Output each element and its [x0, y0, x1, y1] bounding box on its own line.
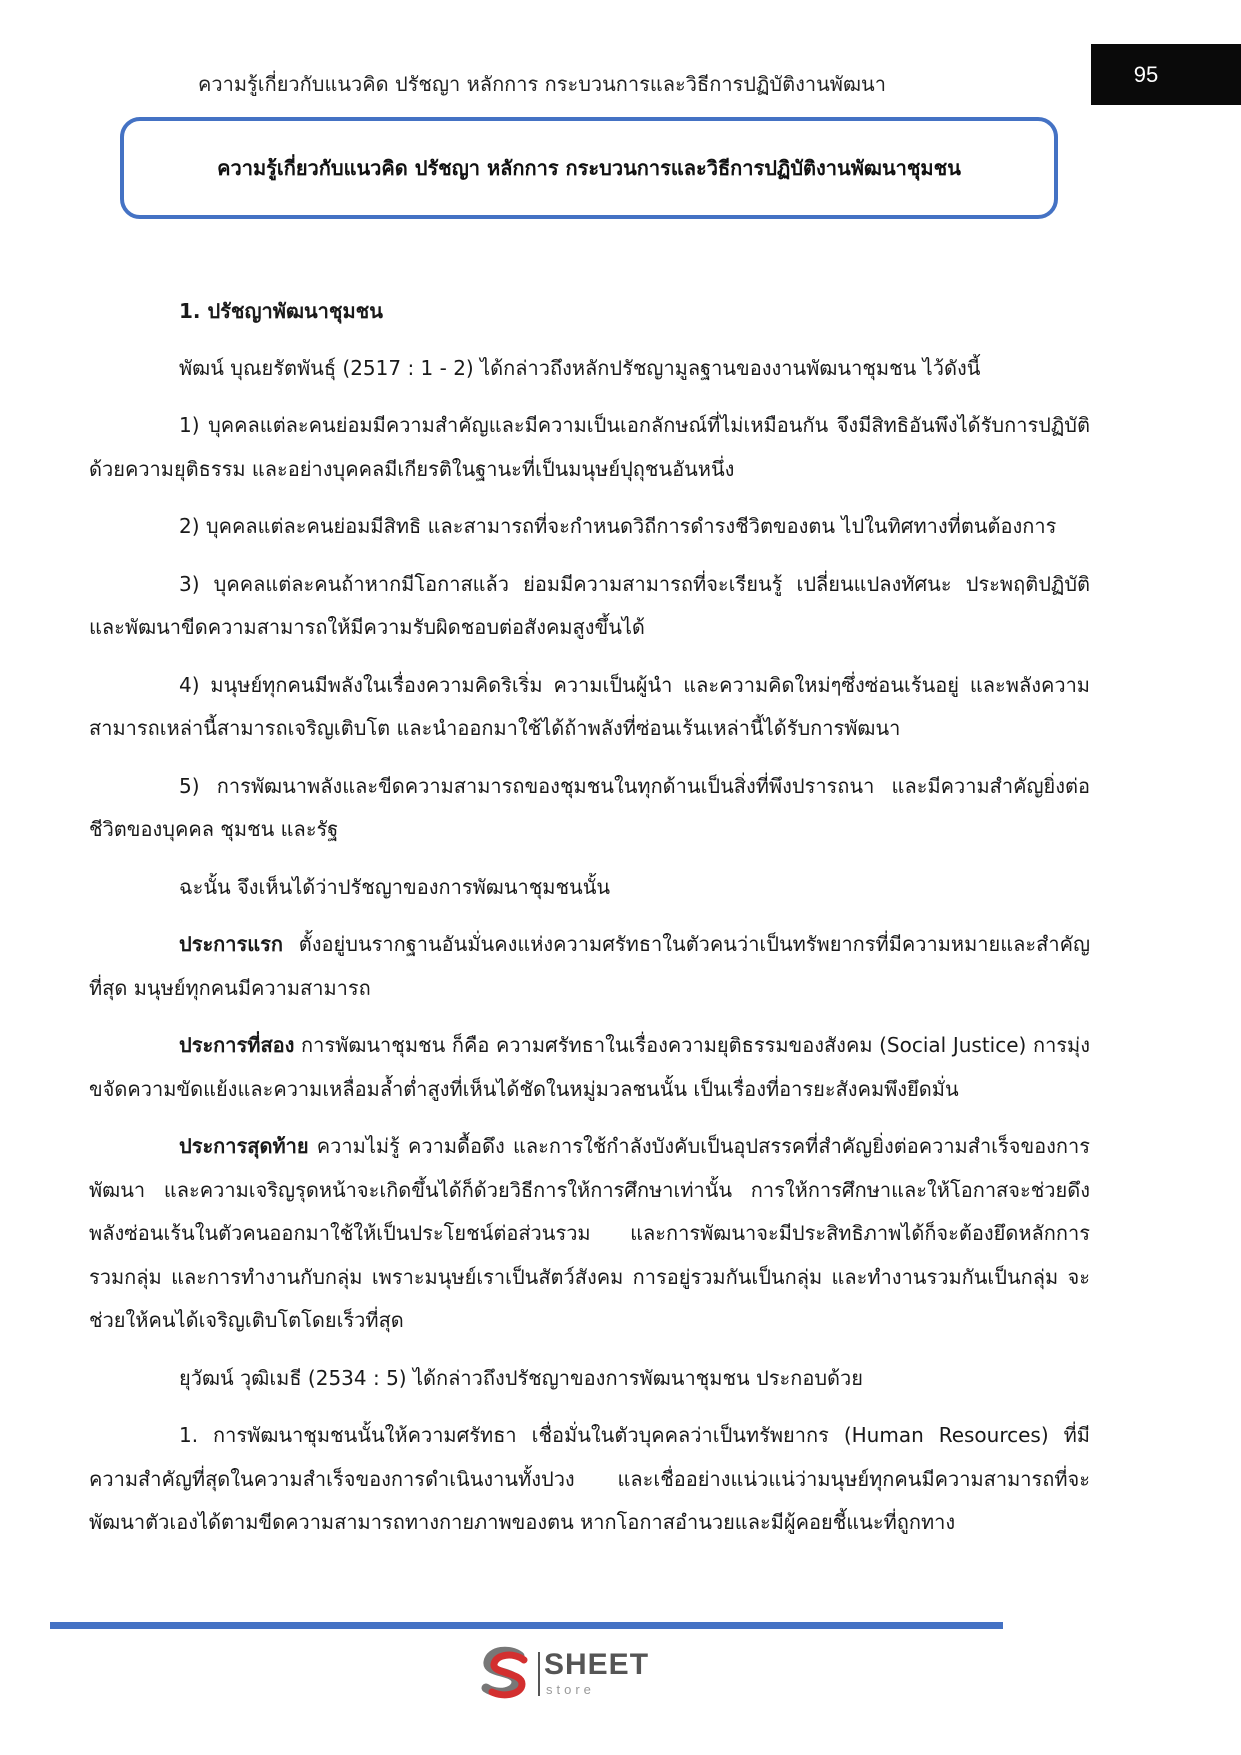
summary-paragraph: ฉะนั้น จึงเห็นได้ว่าปรัชญาของการพัฒนาชุมชนนั้น [179, 874, 611, 899]
intro-paragraph: พัฒน์ บุณยรัตพันธุ์ (2517 : 1 - 2) ได้กล่าวถึงหลักปรัชญามูลฐานของงานพัฒนาชุมชน ไว้ดังนี้ [179, 355, 981, 380]
paragraph-second [89, 1024, 1090, 1111]
sheet-store-s-logo-icon [476, 1646, 534, 1702]
paragraph-item-2: 2) บุคคลแต่ละคนย่อมมีสิทธิ และสามารถที่จะกำหนดวิถีการดำรงชีวิตของตน ไปในทิศทางที่ตนต้องการ [179, 514, 1057, 538]
document-body [89, 290, 1090, 1559]
page-number: 95 [1091, 44, 1241, 105]
section-heading: 1. ปรัชญาพัฒนาชุมชน [179, 299, 383, 323]
second-label: ประการที่สอง [179, 1033, 295, 1057]
paragraph-item-4: 4) มนุษย์ทุกคนมีพลังในเรื่องความคิดริเริ่ม ความเป็นผู้นำ และความคิดใหม่ๆซึ่งซ่อนเร้นอยู่ และพลังความสามารถเหล่านี้สามารถเจริญเติบโต และนำออกมาใช้ได้ถ้าพลังที่ซ่อนเร้นเหล่านี้ได้รับการพัฒนา [89, 672, 1090, 740]
paragraph-last [89, 1125, 1090, 1343]
title-box [120, 117, 1058, 219]
last-text: ความไม่รู้ ความดื้อดึง และการใช้กำลังบังคับเป็นอุปสรรคที่สำคัญยิ่งต่อความสำเร็จของการพัฒนา และความเจริญรุดหน้าจะเกิดขึ้นได้ก็ด้วยวิธีการให้การศึกษาเท่านั้น การให้การศึกษาและให้โอกาสจะช่วยดึงพลังซ่อนเร้นในตัวคนออกมาใช้ให้เป็นประโยชน์ต่อส่วนรวม และการพัฒนาจะมีประสิทธิภาพได้ก็จะต้องยึดหลักการรวมกลุ่ม และการทำงานกับกลุ่ม เพราะมนุษย์เราเป็นสัตว์สังคม การอยู่รวมกันเป็นกลุ่ม และทำงานรวมกันเป็นกลุ่ม จะช่วยให้คนได้เจริญเติบโตโดยเร็วที่สุด [89, 1134, 1090, 1332]
yuwat-intro-paragraph: ยุวัฒน์ วุฒิเมธี (2534 : 5) ได้กล่าวถึงปรัชญาของการพัฒนาชุมชน ประกอบด้วย [179, 1365, 863, 1390]
first-label: ประการแรก [179, 932, 284, 956]
logo-wordmark: SHEET [544, 1648, 650, 1681]
last-label: ประการสุดท้าย [179, 1134, 309, 1158]
footer-rule [50, 1622, 1003, 1629]
paragraph-item-3: 3) บุคคลแต่ละคนถ้าหากมีโอกาสแล้ว ย่อมมีความสามารถที่จะเรียนรู้ เปลี่ยนแปลงทัศนะ ประพฤติปฏิบัติและพัฒนาขีดความสามารถให้มีความรับผิดชอบต่อสังคมสูงขึ้นได้ [89, 571, 1090, 639]
paragraph-item-5: 5) การพัฒนาพลังและขีดความสามารถของชุมชนในทุกด้านเป็นสิ่งที่พึงปรารถนา และมีความสำคัญยิ่งต่อชีวิตของบุคคล ชุมชน และรัฐ [89, 773, 1090, 841]
yuwat-item-1: 1. การพัฒนาชุมชนนั้นให้ความศรัทธา เชื่อมั่นในตัวบุคคลว่าเป็นทรัพยากร (Human Resources) ที่มีความสำคัญที่สุดในความสำเร็จของการดำเนินงานทั้งปวง และเชื่ออย่างแน่วแน่ว่ามนุษย์ทุกคนมีความสามารถที่จะพัฒนาตัวเองได้ตามขีดความสามารถทางกายภาพของตน หากโอกาสอำนวยและมีผู้คอยชี้แนะที่ถูกทาง [89, 1423, 1090, 1534]
running-header: ความรู้เกี่ยวกับแนวคิด ปรัชญา หลักการ กระบวนการและวิธีการปฏิบัติงานพัฒนา [198, 72, 886, 96]
sheet-store-logo [476, 1646, 676, 1702]
paragraph-first [89, 923, 1090, 1010]
logo-subtitle: store [546, 1682, 595, 1697]
logo-divider [538, 1652, 540, 1696]
paragraph-item-1: 1) บุคคลแต่ละคนย่อมมีความสำคัญและมีความเป็นเอกลักษณ์ที่ไม่เหมือนกัน จึงมีสิทธิอันพึงได้รับการปฏิบัติด้วยความยุติธรรม และอย่างบุคคลมีเกียรติในฐานะที่เป็นมนุษย์ปุถุชนอันหนึ่ง [89, 413, 1090, 481]
second-text: การพัฒนาชุมชน ก็คือ ความศรัทธาในเรื่องความยุติธรรมของสังคม (Social Justice) การมุ่งขจัดความขัดแย้งและความเหลื่อมล้ำต่ำสูงที่เห็นได้ชัดในหมู่มวลชนนั้น เป็นเรื่องที่อารยะสังคมพึงยึดมั่น [89, 1033, 1090, 1101]
document-title: ความรู้เกี่ยวกับแนวคิด ปรัชญา หลักการ กระบวนการและวิธีการปฏิบัติงานพัฒนาชุมชน [217, 156, 961, 180]
first-text: ตั้งอยู่บนรากฐานอันมั่นคงแห่งความศรัทธาในตัวคนว่าเป็นทรัพยากรที่มีความหมายและสำคัญที่สุด มนุษย์ทุกคนมีความสามารถ [89, 932, 1090, 1000]
